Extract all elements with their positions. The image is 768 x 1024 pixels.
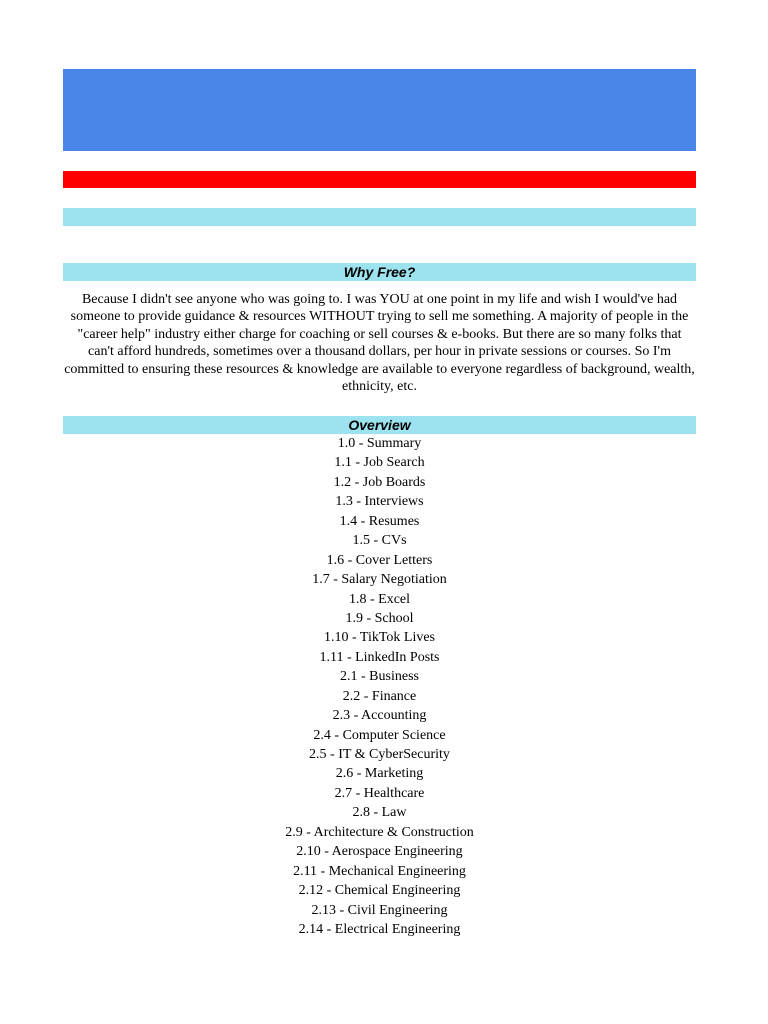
overview-item: 1.3 - Interviews bbox=[335, 494, 424, 510]
why-free-heading: Why Free? bbox=[63, 263, 696, 281]
overview-item: 2.5 - IT & CyberSecurity bbox=[309, 747, 450, 762]
overview-item: 2.6 - Marketing bbox=[335, 766, 424, 782]
overview-item: 1.5 - CVs bbox=[352, 533, 407, 549]
overview-item: 1.11 - LinkedIn Posts bbox=[319, 649, 440, 665]
overview-item: 2.14 - Electrical Engineering bbox=[298, 921, 461, 937]
red-divider bbox=[63, 171, 696, 188]
overview-item: 1.9 - School bbox=[345, 610, 414, 626]
overview-heading: Overview bbox=[63, 416, 696, 434]
overview-item: 1.4 - Resumes bbox=[339, 513, 420, 529]
overview-item: 2.11 - Mechanical Engineering bbox=[293, 863, 466, 879]
overview-item: 2.2 - Finance bbox=[342, 688, 417, 704]
overview-item: 2.4 - Computer Science bbox=[313, 727, 446, 743]
overview-item: 2.10 - Aerospace Engineering bbox=[296, 844, 463, 860]
cyan-divider bbox=[63, 208, 696, 226]
overview-item: 1.6 - Cover Letters bbox=[326, 552, 433, 568]
overview-item: 1.10 - TikTok Lives bbox=[323, 630, 436, 646]
overview-list bbox=[63, 434, 696, 939]
overview-item: 1.8 - Excel bbox=[348, 591, 411, 607]
overview-item: 2.7 - Healthcare bbox=[334, 785, 425, 801]
overview-item: 2.8 - Law bbox=[352, 805, 407, 821]
overview-item: 2.13 - Civil Engineering bbox=[311, 902, 448, 918]
overview-item: 1.7 - Salary Negotiation bbox=[312, 572, 447, 588]
overview-item: 2.1 - Business bbox=[340, 669, 419, 685]
overview-item: 2.9 - Architecture & Construction bbox=[285, 824, 474, 840]
why-free-paragraph: Because I didn't see anyone who was going to. I was YOU at one point in my life and wish I would've had someone to provide guidance & resources WITHOUT trying to sell me something. A majority of people in the "career help" industry either charge for coaching or sell courses & e-books. But there are so many folks that can't afford hundreds, sometimes over a thousand dollars, per hour in private sessions or courses. So I'm committed to ensuring these resources & knowledge are available to everyone regardless of background, wealth, ethnicity, etc. bbox=[64, 292, 695, 395]
overview-item: 1.0 - Summary bbox=[337, 436, 422, 451]
overview-item: 1.2 - Job Boards bbox=[333, 474, 426, 490]
header-banner bbox=[63, 69, 696, 151]
overview-item: 2.3 - Accounting bbox=[332, 708, 427, 724]
overview-item: 2.12 - Chemical Engineering bbox=[298, 883, 461, 899]
overview-item: 1.1 - Job Search bbox=[334, 455, 425, 471]
